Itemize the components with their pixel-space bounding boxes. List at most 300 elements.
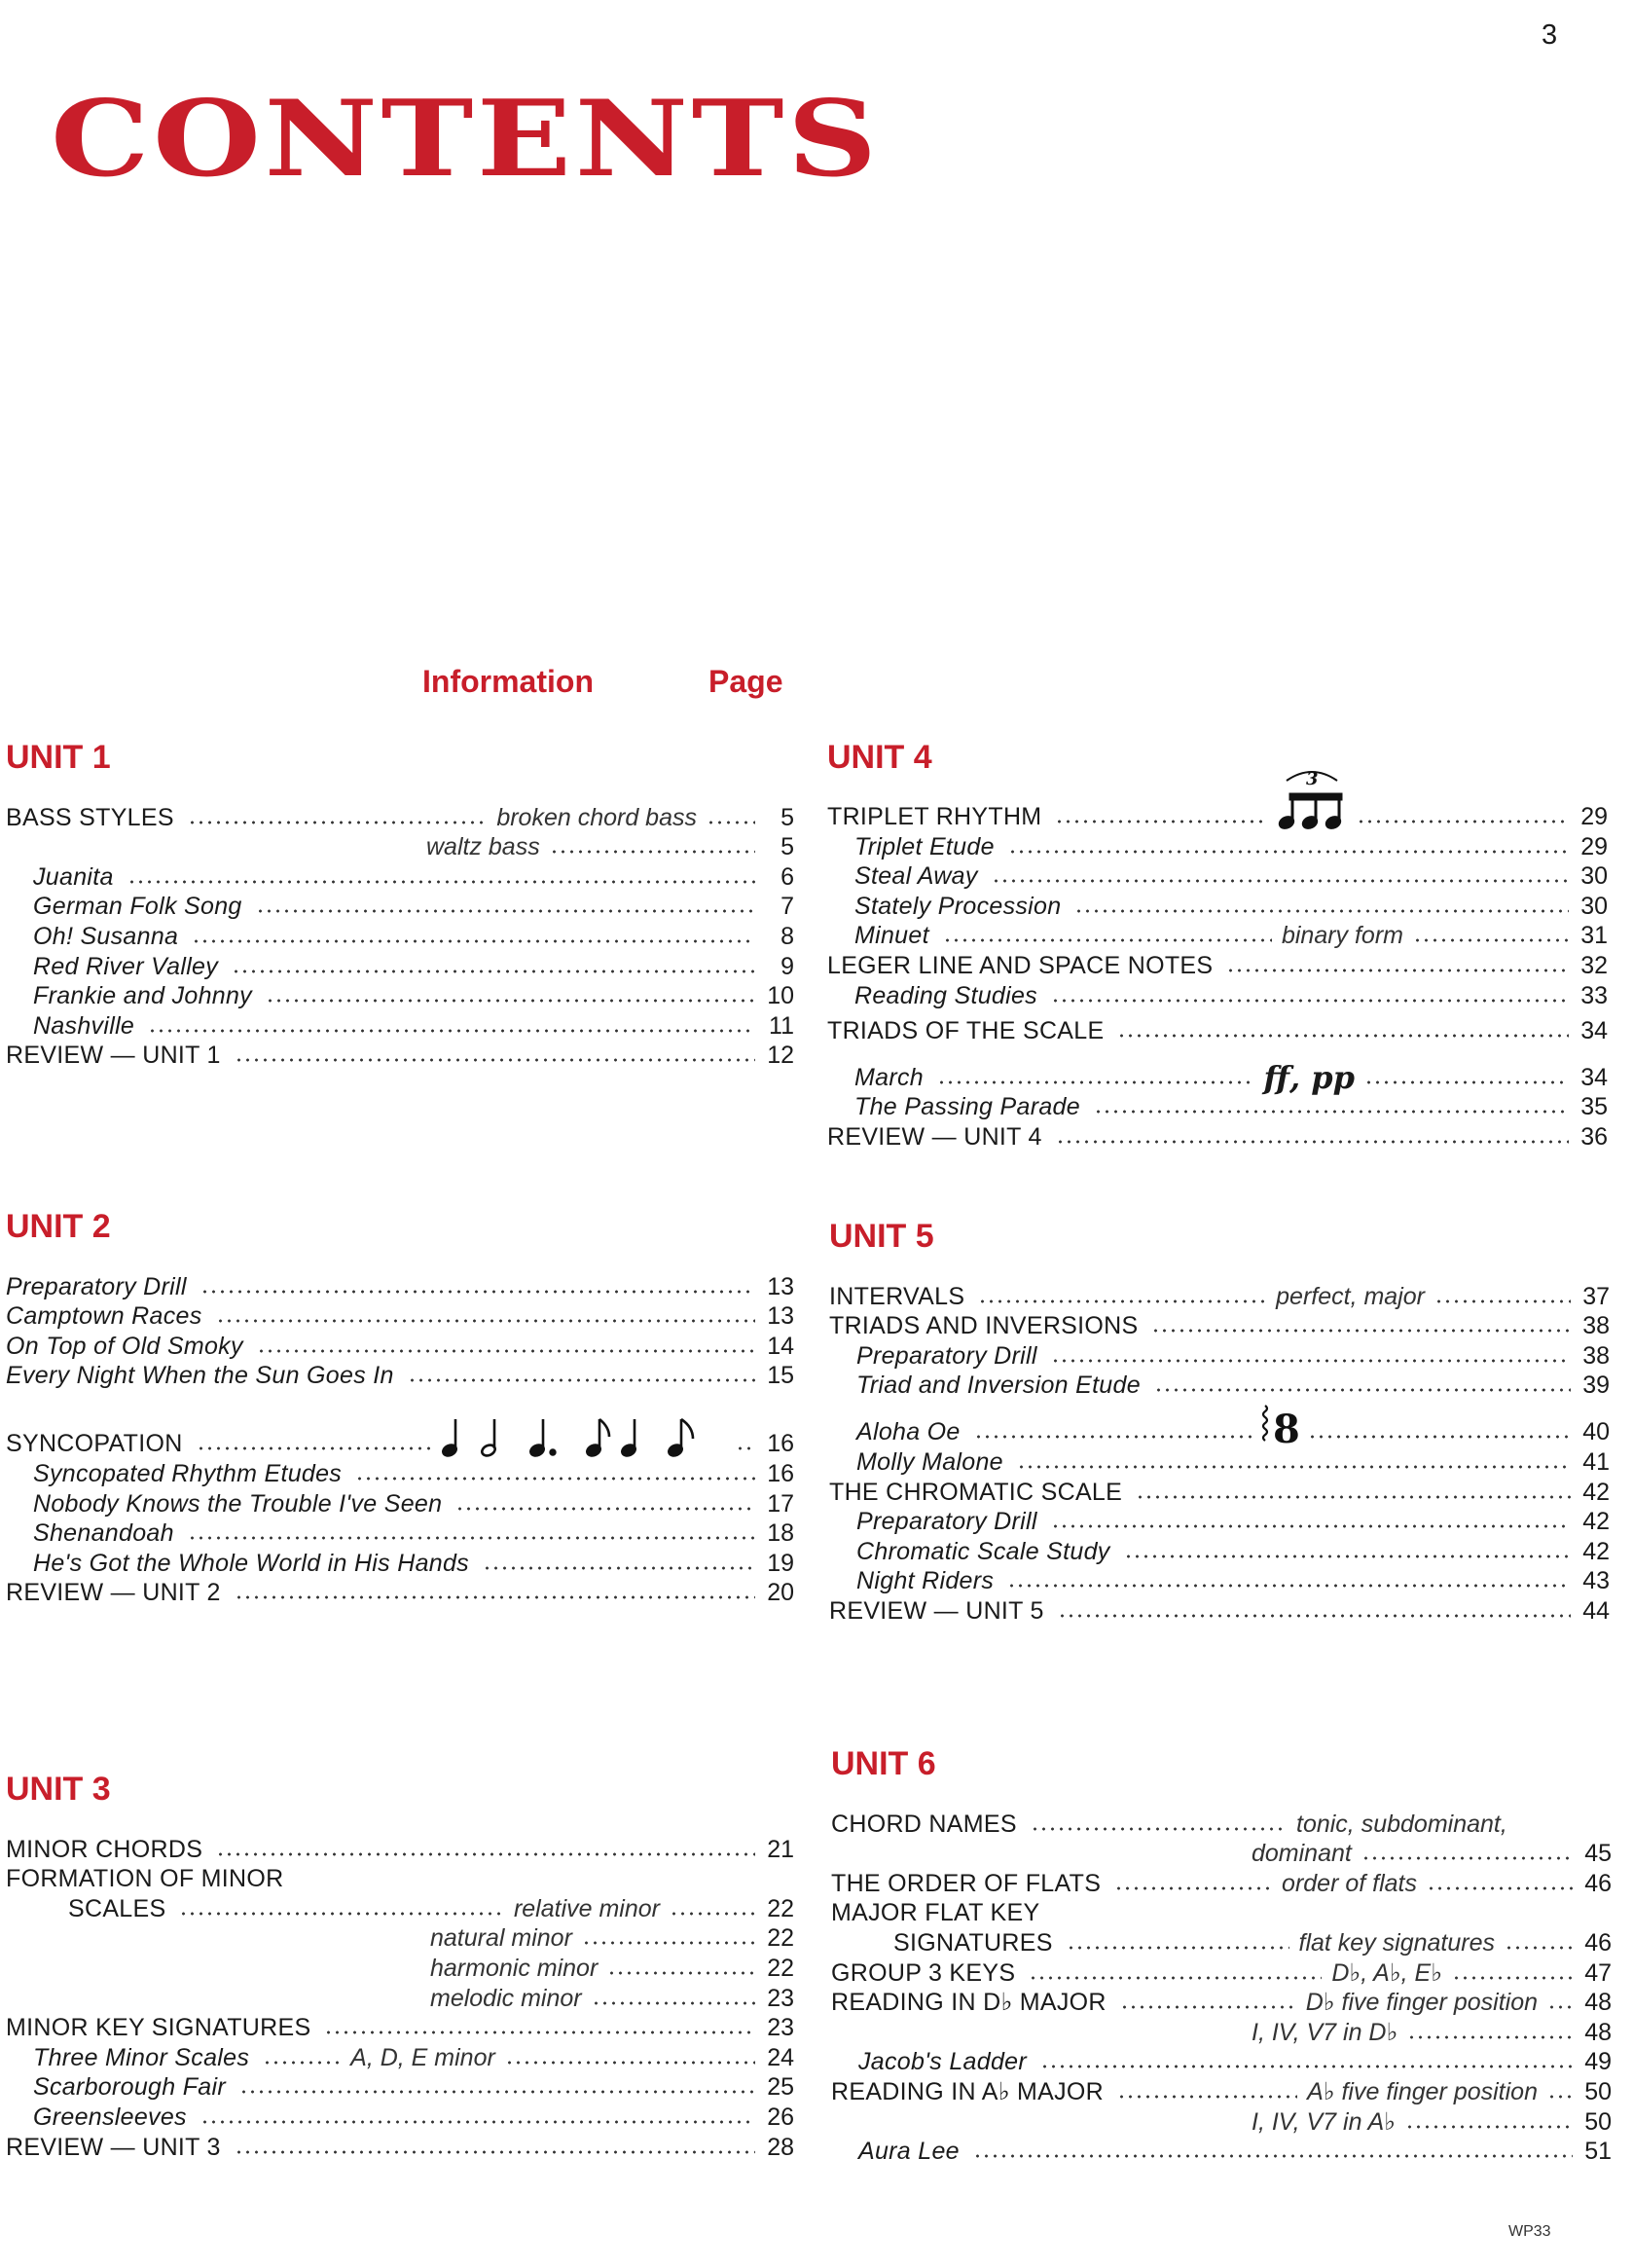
toc-entry xyxy=(831,1809,1612,1839)
dot-leader xyxy=(670,1912,755,1916)
entry-title: BASS STYLES xyxy=(6,803,174,831)
dot-leader xyxy=(1547,2095,1573,2099)
unit-1-title: UNIT 1 xyxy=(6,739,111,776)
entry-title: Nashville xyxy=(33,1011,135,1040)
entry-page: 11 xyxy=(769,1011,794,1040)
toc-entry xyxy=(831,1957,1612,1988)
entry-note: flat key signatures xyxy=(1298,1928,1495,1957)
dot-leader xyxy=(1117,2095,1297,2099)
entry-page: 22 xyxy=(767,1954,794,1982)
column-header-information: Information xyxy=(422,664,594,699)
toc-entry xyxy=(6,1864,794,1894)
dot-leader xyxy=(197,1446,432,1450)
dot-leader xyxy=(200,1290,755,1294)
entry-page: 26 xyxy=(767,2103,794,2131)
entry-title: MAJOR FLAT KEY xyxy=(831,1899,1040,1927)
entry-page: 48 xyxy=(1584,2018,1612,2046)
entry-title: Nobody Knows the Trouble I've Seen xyxy=(33,1489,443,1518)
toc-entry xyxy=(831,1839,1612,1869)
entry-page: 29 xyxy=(1580,832,1608,860)
entry-page: 44 xyxy=(1582,1596,1610,1625)
dot-leader xyxy=(592,2001,755,2005)
entry-page: 40 xyxy=(1582,1418,1610,1446)
toc-entry xyxy=(6,1893,794,1923)
entry-page: 51 xyxy=(1584,2138,1612,2166)
entry-title: CHORD NAMES xyxy=(831,1810,1017,1838)
dot-leader xyxy=(707,821,755,824)
unit-6-title: UNIT 6 xyxy=(831,1745,936,1782)
dot-leader xyxy=(188,821,487,824)
entry-note: relative minor xyxy=(513,1894,660,1922)
entry-title: REVIEW — UNIT 3 xyxy=(6,2133,221,2161)
entry-page: 37 xyxy=(1582,1282,1610,1310)
entry-title: Greensleeves xyxy=(33,2103,187,2131)
entry-title: INTERVALS xyxy=(829,1282,965,1310)
entry-title: TRIADS AND INVERSIONS xyxy=(829,1312,1139,1340)
dot-leader xyxy=(1051,999,1569,1003)
dot-leader xyxy=(232,969,755,973)
toc-entry xyxy=(6,1488,794,1518)
dot-leader xyxy=(1434,1299,1571,1303)
dot-leader xyxy=(1029,1976,1322,1980)
toc-entry xyxy=(829,1595,1610,1626)
dot-leader xyxy=(1505,1946,1573,1950)
unit-2-section xyxy=(6,1207,794,1607)
entry-page: 32 xyxy=(1580,951,1608,979)
entry-title: TRIPLET RHYTHM xyxy=(827,803,1042,830)
entry-title: READING IN D♭ MAJOR xyxy=(831,1989,1107,2017)
toc-entry xyxy=(831,1868,1612,1898)
entry-page: 22 xyxy=(767,1894,794,1922)
entry-page: 38 xyxy=(1582,1312,1610,1340)
entry-page: 42 xyxy=(1582,1508,1610,1536)
toc-entry xyxy=(831,1988,1612,2018)
dot-leader xyxy=(1136,1495,1571,1499)
entry-page: 16 xyxy=(767,1459,794,1487)
toc-entry xyxy=(6,1010,794,1041)
toc-entry xyxy=(6,2132,794,2162)
toc-entry xyxy=(829,1566,1610,1596)
toc-entry xyxy=(6,2072,794,2103)
entry-note: dominant xyxy=(1252,1840,1352,1868)
entry-page: 20 xyxy=(767,1579,794,1607)
dot-leader xyxy=(1040,2065,1573,2068)
dot-leader xyxy=(324,2030,755,2034)
entry-title: Reading Studies xyxy=(854,981,1037,1009)
entry-title: Molly Malone xyxy=(856,1447,1003,1476)
dot-leader xyxy=(1407,2035,1573,2039)
toc-entry xyxy=(6,1834,794,1864)
dot-leader xyxy=(148,1029,755,1033)
entry-page: 23 xyxy=(767,2014,794,2042)
dot-leader xyxy=(992,879,1569,883)
entry-page: 34 xyxy=(1580,1063,1608,1091)
dynamics-marking: ff, pp xyxy=(1263,1058,1355,1096)
toc-entry xyxy=(6,1331,794,1361)
entry-title: Frankie and Johnny xyxy=(33,982,252,1010)
entry-title: Chromatic Scale Study xyxy=(856,1537,1110,1565)
dot-leader xyxy=(1074,909,1569,913)
dot-leader xyxy=(550,850,755,854)
entry-page: 18 xyxy=(767,1519,794,1548)
dot-leader xyxy=(483,1566,755,1570)
toc-entry xyxy=(831,1898,1612,1928)
toc-entry xyxy=(6,1923,794,1954)
entry-page: 15 xyxy=(767,1362,794,1390)
dot-leader xyxy=(1120,2005,1296,2009)
dot-leader xyxy=(1051,1359,1571,1363)
toc-entry xyxy=(829,1340,1610,1371)
triplet-notes-icon xyxy=(1273,763,1351,831)
toc-entry xyxy=(831,2106,1612,2137)
entry-title: REVIEW — UNIT 4 xyxy=(827,1122,1042,1151)
toc-entry xyxy=(6,981,794,1011)
entry-title: THE ORDER OF FLATS xyxy=(831,1869,1102,1897)
entry-title: Preparatory Drill xyxy=(856,1341,1037,1370)
toc-entry xyxy=(827,891,1608,921)
dot-leader xyxy=(937,1080,1254,1084)
entry-note: perfect, major xyxy=(1276,1282,1425,1310)
page-title: CONTENTS xyxy=(51,78,881,201)
dot-leader xyxy=(1357,820,1569,823)
toc-entry xyxy=(831,2076,1612,2106)
entry-title: Three Minor Scales xyxy=(33,2043,250,2071)
entry-page: 19 xyxy=(767,1549,794,1577)
entry-page: 9 xyxy=(780,952,794,980)
dot-leader xyxy=(239,2090,755,2094)
toc-entry xyxy=(831,2017,1612,2047)
entry-note: melodic minor xyxy=(430,1984,582,2012)
entry-note: order of flats xyxy=(1282,1869,1417,1897)
dot-leader xyxy=(1364,1080,1569,1084)
toc-entry xyxy=(6,2102,794,2132)
unit-6-section xyxy=(831,1744,1612,2166)
entry-title: GROUP 3 KEYS xyxy=(831,1958,1016,1987)
toc-entry xyxy=(6,1271,794,1301)
dot-leader xyxy=(235,2150,755,2154)
dot-leader xyxy=(235,1595,755,1599)
dot-leader xyxy=(1427,1886,1573,1890)
entry-page: 39 xyxy=(1582,1372,1610,1400)
entry-note: broken chord bass xyxy=(496,803,697,831)
entry-page: 46 xyxy=(1584,1869,1612,1897)
entry-title: The Passing Parade xyxy=(854,1093,1080,1121)
rolled-chord-icon xyxy=(1259,1402,1302,1446)
unit-4-title: UNIT 4 xyxy=(827,739,932,776)
entry-note: tonic, subdominant, xyxy=(1296,1810,1507,1838)
entry-page: 23 xyxy=(767,1984,794,2012)
dot-leader xyxy=(1067,1946,1289,1950)
entry-page: 21 xyxy=(767,1835,794,1863)
entry-page: 34 xyxy=(1580,1016,1608,1044)
entry-title: On Top of Old Smoky xyxy=(6,1332,243,1360)
unit-3-section xyxy=(6,1770,794,2162)
dot-leader xyxy=(973,2154,1573,2158)
dot-leader xyxy=(1124,1555,1571,1558)
dot-leader xyxy=(1308,1435,1571,1439)
entry-page: 50 xyxy=(1584,2107,1612,2136)
entry-note: natural minor xyxy=(430,1924,572,1953)
toc-entry xyxy=(6,1518,794,1549)
svg-text:8: 8 xyxy=(1273,1407,1300,1447)
dot-leader xyxy=(1056,1140,1569,1144)
dot-leader xyxy=(257,1349,755,1353)
entry-page: 6 xyxy=(780,862,794,891)
entry-title: Aura Lee xyxy=(858,2138,960,2166)
column-header-page: Page xyxy=(708,664,783,699)
entry-note: binary form xyxy=(1281,922,1403,950)
entry-page: 45 xyxy=(1584,1840,1612,1868)
entry-title: March xyxy=(854,1063,924,1091)
entry-title: SCALES xyxy=(68,1894,166,1922)
toc-entry xyxy=(827,980,1608,1010)
dot-leader xyxy=(200,2120,755,2124)
toc-entry xyxy=(827,1010,1608,1045)
entry-page: 30 xyxy=(1580,892,1608,920)
entry-page: 7 xyxy=(780,893,794,921)
entry-title: Aloha Oe xyxy=(856,1418,961,1446)
toc-entry xyxy=(6,1411,794,1458)
entry-page: 38 xyxy=(1582,1341,1610,1370)
entry-title: Juanita xyxy=(33,862,114,891)
dot-leader xyxy=(216,1319,755,1323)
svg-text:3: 3 xyxy=(1306,769,1319,789)
entry-title: Preparatory Drill xyxy=(6,1272,187,1300)
dot-leader xyxy=(607,1971,755,1975)
dot-leader xyxy=(179,1912,503,1916)
toc-entry xyxy=(6,1041,794,1071)
entry-title: Shenandoah xyxy=(33,1519,174,1548)
entry-page: 12 xyxy=(767,1042,794,1070)
entry-title: FORMATION OF MINOR xyxy=(6,1865,284,1893)
entry-title: Camptown Races xyxy=(6,1302,202,1331)
entry-title: TRIADS OF THE SCALE xyxy=(827,1016,1105,1044)
entry-title: LEGER LINE AND SPACE NOTES xyxy=(827,951,1214,979)
dot-leader xyxy=(1007,1584,1571,1588)
toc-entry xyxy=(831,1927,1612,1957)
entry-title: Stately Procession xyxy=(854,892,1062,920)
entry-page: 46 xyxy=(1584,1928,1612,1957)
dot-leader xyxy=(127,880,755,884)
entry-title: Night Riders xyxy=(856,1567,995,1595)
entry-title: Scarborough Fair xyxy=(33,2073,226,2102)
toc-entry xyxy=(827,1092,1608,1122)
dot-leader xyxy=(266,999,755,1003)
entry-page: 17 xyxy=(767,1489,794,1518)
entry-title: MINOR KEY SIGNATURES xyxy=(6,2014,311,2042)
entry-note: D♭ five finger position xyxy=(1305,1989,1538,2017)
dot-leader xyxy=(978,1299,1266,1303)
toc-entry xyxy=(6,861,794,892)
dot-leader xyxy=(1405,2125,1573,2129)
entry-page: 13 xyxy=(767,1272,794,1300)
toc-entry xyxy=(827,831,1608,861)
entry-title: REVIEW — UNIT 2 xyxy=(6,1579,221,1607)
entry-title: MINOR CHORDS xyxy=(6,1835,203,1863)
dot-leader xyxy=(408,1378,755,1382)
toc-entry xyxy=(827,921,1608,951)
unit-4-section xyxy=(827,738,1608,1152)
entry-page: 10 xyxy=(767,982,794,1010)
entry-page: 48 xyxy=(1584,1989,1612,2017)
dot-leader xyxy=(1547,2005,1573,2009)
dot-leader xyxy=(505,2061,755,2065)
toc-entry xyxy=(831,2047,1612,2077)
dot-leader xyxy=(1058,1614,1571,1618)
toc-entry xyxy=(827,769,1608,831)
toc-entry xyxy=(829,1281,1610,1311)
dot-leader xyxy=(736,1446,755,1450)
dot-leader xyxy=(1117,1034,1569,1038)
entry-page: 41 xyxy=(1582,1447,1610,1476)
entry-title: READING IN A♭ MAJOR xyxy=(831,2077,1105,2105)
entry-note: A♭ five finger position xyxy=(1307,2077,1538,2105)
entry-title: Syncopated Rhythm Etudes xyxy=(33,1459,343,1487)
entry-page: 24 xyxy=(767,2043,794,2071)
toc-entry xyxy=(6,1953,794,1983)
entry-page: 29 xyxy=(1580,803,1608,830)
entry-title: He's Got the Whole World in His Hands xyxy=(33,1549,469,1577)
entry-page: 5 xyxy=(780,803,794,831)
dot-leader xyxy=(1051,1524,1571,1528)
toc-entry xyxy=(6,951,794,981)
entry-title: German Folk Song xyxy=(33,893,242,921)
unit-5-section xyxy=(829,1217,1610,1626)
entry-note: harmonic minor xyxy=(430,1954,599,1982)
toc-entry xyxy=(831,2137,1612,2167)
dot-leader xyxy=(1114,1886,1272,1890)
rolled-chord-icon xyxy=(1259,1402,1302,1446)
entry-page: 35 xyxy=(1580,1093,1608,1121)
entry-page: 30 xyxy=(1580,862,1608,891)
entry-page: 25 xyxy=(767,2073,794,2102)
toc-entry xyxy=(829,1371,1610,1401)
dot-leader xyxy=(582,1941,755,1945)
footer-code: WP33 xyxy=(1508,2223,1551,2240)
entry-page: 16 xyxy=(767,1430,794,1458)
entry-page: 47 xyxy=(1584,1958,1612,1987)
entry-page: 33 xyxy=(1580,981,1608,1009)
triplet-notes-icon xyxy=(1273,763,1351,831)
dot-leader xyxy=(974,1435,1253,1439)
toc-entry xyxy=(829,1446,1610,1477)
entry-page: 5 xyxy=(780,833,794,861)
entry-page: 22 xyxy=(767,1924,794,1953)
toc-entry xyxy=(6,1301,794,1332)
entry-note: D♭, A♭, E♭ xyxy=(1331,1958,1442,1987)
toc-entry xyxy=(827,1045,1608,1096)
dot-leader xyxy=(256,909,755,913)
entry-page: 42 xyxy=(1582,1537,1610,1565)
entry-page: 13 xyxy=(767,1302,794,1331)
entry-title: Jacob's Ladder xyxy=(858,2048,1027,2076)
dot-leader xyxy=(1452,1976,1573,1980)
toc-entry xyxy=(6,1361,794,1391)
dot-leader xyxy=(235,1058,755,1062)
entry-note: I, IV, V7 in A♭ xyxy=(1252,2107,1396,2136)
toc-entry xyxy=(827,1121,1608,1152)
dot-leader xyxy=(1031,1827,1287,1831)
entry-title: REVIEW — UNIT 1 xyxy=(6,1042,221,1070)
dot-leader xyxy=(1017,1465,1571,1469)
unit-1-section xyxy=(6,738,794,1070)
entry-page: 42 xyxy=(1582,1478,1610,1506)
entry-title: SYNCOPATION xyxy=(6,1430,183,1458)
dot-leader xyxy=(216,1852,755,1856)
entry-note: A, D, E minor xyxy=(350,2043,495,2071)
dot-leader xyxy=(1151,1329,1571,1333)
unit-3-title: UNIT 3 xyxy=(6,1771,111,1808)
toc-entry xyxy=(829,1400,1610,1446)
entry-page: 49 xyxy=(1584,2048,1612,2076)
entry-title: Minuet xyxy=(854,922,929,950)
entry-title: Every Night When the Sun Goes In xyxy=(6,1362,394,1390)
entry-page: 14 xyxy=(767,1332,794,1360)
toc-entry xyxy=(829,1477,1610,1507)
page-number: 3 xyxy=(1542,19,1558,51)
entry-note: waltz bass xyxy=(426,833,540,861)
entry-title: SIGNATURES xyxy=(893,1928,1053,1957)
toc-entry xyxy=(6,1548,794,1578)
toc-entry xyxy=(6,832,794,862)
toc-entry xyxy=(827,950,1608,980)
dot-leader xyxy=(355,1477,755,1481)
toc-entry xyxy=(829,1507,1610,1537)
dot-leader xyxy=(1361,1856,1573,1860)
toc-entry xyxy=(6,2042,794,2072)
entry-page: 28 xyxy=(767,2133,794,2161)
dot-leader xyxy=(1413,938,1569,942)
syncopation-notes-icon xyxy=(438,1413,730,1458)
toc-entry xyxy=(829,1311,1610,1341)
dot-leader xyxy=(192,939,755,943)
dot-leader xyxy=(455,1507,755,1511)
dot-leader xyxy=(1154,1388,1571,1392)
dot-leader xyxy=(943,938,1272,942)
entry-note: I, IV, V7 in D♭ xyxy=(1252,2018,1398,2046)
unit-2-title: UNIT 2 xyxy=(6,1208,111,1245)
syncopation-notes-icon xyxy=(438,1413,730,1458)
entry-title: Preparatory Drill xyxy=(856,1508,1037,1536)
entry-page: 36 xyxy=(1580,1122,1608,1151)
toc-entry xyxy=(6,921,794,951)
toc-entry xyxy=(6,1458,794,1488)
entry-page: 8 xyxy=(780,922,794,950)
entry-page: 31 xyxy=(1580,922,1608,950)
toc-entry xyxy=(829,1536,1610,1566)
dot-leader xyxy=(1094,1110,1569,1114)
toc-entry xyxy=(6,802,794,832)
entry-title: Triad and Inversion Etude xyxy=(856,1372,1141,1400)
toc-entry xyxy=(6,892,794,922)
entry-page: 43 xyxy=(1582,1567,1610,1595)
entry-title: THE CHROMATIC SCALE xyxy=(829,1478,1123,1506)
dot-leader xyxy=(1008,850,1569,854)
dot-leader xyxy=(1226,969,1569,972)
unit-5-title: UNIT 5 xyxy=(829,1218,934,1255)
toc-entry xyxy=(6,2013,794,2043)
entry-title: Steal Away xyxy=(854,862,978,891)
toc-entry xyxy=(6,1578,794,1608)
dot-leader xyxy=(188,1536,755,1540)
toc-entry xyxy=(827,861,1608,892)
entry-title: Oh! Susanna xyxy=(33,922,179,950)
entry-title: Triplet Etude xyxy=(854,832,995,860)
dot-leader xyxy=(263,2061,341,2065)
entry-page: 50 xyxy=(1584,2077,1612,2105)
entry-title: REVIEW — UNIT 5 xyxy=(829,1596,1044,1625)
toc-entry xyxy=(6,1983,794,2013)
